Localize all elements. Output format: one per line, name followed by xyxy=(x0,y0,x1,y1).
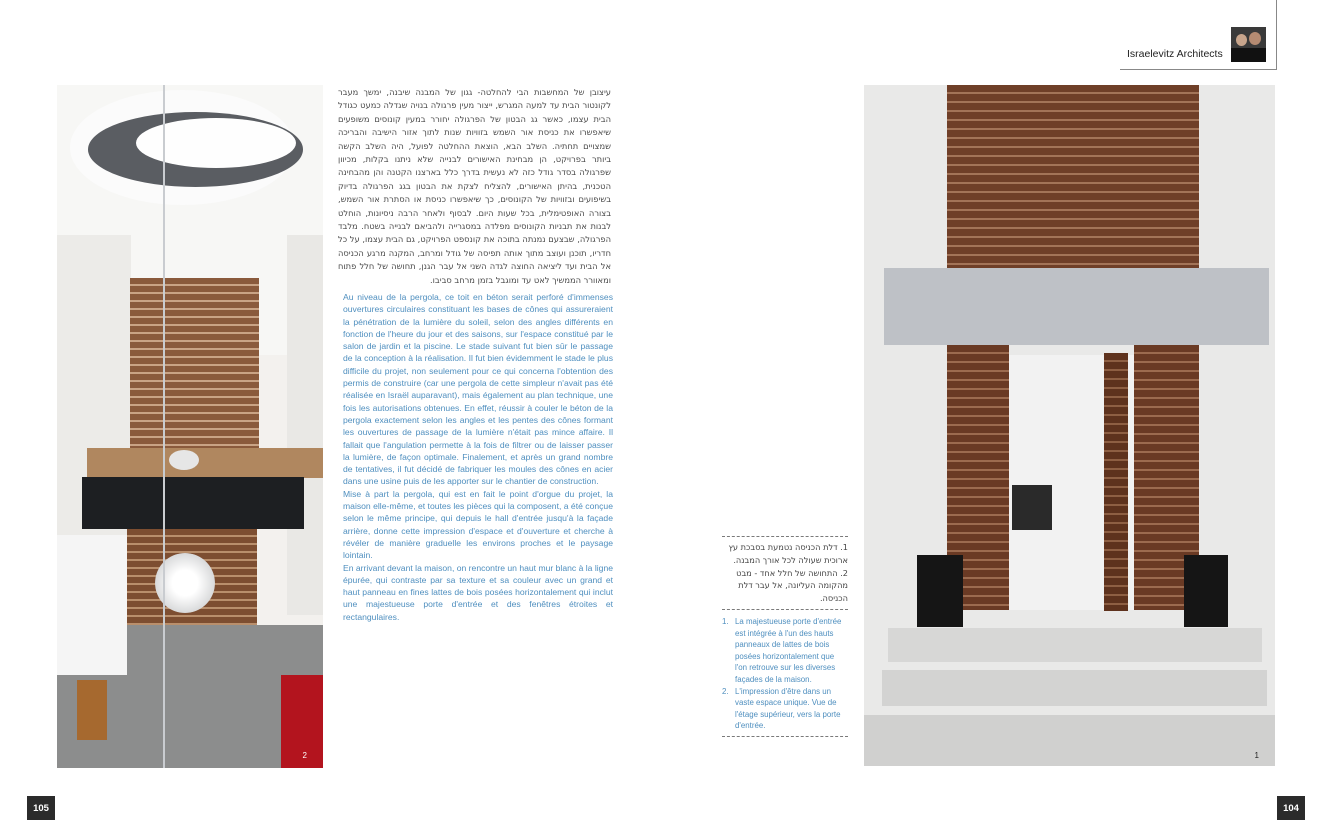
entrance-step xyxy=(888,628,1262,662)
caption-item: 1. דלת הכניסה נטמעת בסבכת עץ ארוכית שעולה לכל אורך המבנה. xyxy=(728,542,848,565)
photo-number: 2 xyxy=(302,751,307,760)
french-paragraph: Au niveau de la pergola, ce toit en béton serait perforé d'immenses ouvertures circulaires constituant les bases de cônes qui assureraient la pénétration de la lumière du soleil, selon des angles différents en fonction de l'heure du jour et des saisons, sur l'espace constitué par le salon de jardin et la piscine. Le stade suivant fut bien sûr le passage de la conception à la réalisation. Il fut bien évidemment le stade le plus difficile du projet, non seulement pour ce qui concerna l'obtention des permis de construire (car une pergola de cette simpleur n'avait pas été réalisée en Israël auparavant), mais également au plan technique, une fois les autorisations obtenues. En effet, réussir à couler le béton de la pergola exactement selon les angles et les pentes des cônes formant les ouvertures de passage de la lumière n'était pas mince affaire. Il fallait que l'angulation permette à la fois de filtrer ou de laisser passer la lumière, de façon optimale. Finalement, et après un grand nombre de tentatives, il fut décidé de fabriquer les moules des cônes en acier dans une usine puis de les apporter sur le chantier de construction. xyxy=(343,292,613,487)
caption-number: 1. xyxy=(722,616,729,626)
entrance-door xyxy=(1104,353,1128,611)
wall xyxy=(287,235,323,615)
wall xyxy=(57,535,127,675)
french-body-text xyxy=(343,291,613,623)
caption-number: 2. xyxy=(722,686,729,696)
hebrew-caption-list xyxy=(722,537,848,609)
header-divider xyxy=(1276,0,1277,70)
pendant-cable xyxy=(163,85,165,768)
french-paragraph: En arrivant devant la maison, on rencontre un haut mur blanc à la ligne épurée, qui contraste par sa texture et sa couleur avec un grand et haut panneau en fines lattes de bois posées horizontalement qui inclut une majestueuse porte d'entrée et des fenêtres étroites et rectangulaires. xyxy=(343,562,613,622)
planter xyxy=(1184,555,1228,627)
balcony-railing xyxy=(82,477,304,529)
photo-captions xyxy=(722,536,848,766)
caption-item: 2. התחושה של חלל אחד - מבט מהקומה העליונה, אל עבר דלת הכניסה. xyxy=(736,567,848,604)
hebrew-body-text: עיצובן של המחשבות הבי להחלטה- גגון של המבנה שיבנה, ימשך מעבר לקונטור הבית עד למעה המגרש, ייצור מעין פרגולה בנויה שגדלה כמעט כגודל הבית עצמו, כאשר גג הבטון של הפרגולה יחורר במעין קונוסים משופעים שיאפשרו את כניסת אור השמש בזוויות שנות לתוך אזור הישיבה והבריכה שמצויים תחתיה. השלב הבא, הוצאת ההחלטה לפועל, היה השלב הקשה ביותר בפרויקט, הן מבחינת האישורים לבנייה שלא ניתנו בקלות, מכיוון שפרגולה בסדר גודל כזה לא נעשית בדרך כלל בארצנו הקטנה והן מהבחינה הטכנית, בהיתן האישורים, להצליח לצקת את הבטון בגג הפרגולה בדיוק בשיפועים ובזוויות של הקונוסים, כך שיאפשרו כניסת או הסתרת אור השמש, בצורה האופטימלית, בכל שעות היום. לבסוף ולאחר הרבה ניסיונות, הוחלט לבנות את תבניות הקונוסים מפלדה במסגרייה ולהביאם לבנייה בשטח. מלבד הפרגולה, שבצעם נמנתה בתוכה את קונספט הפרויקט, גם הבית עצמו, על כל חדריו, תוכנן ועוצב מתוך אותה תפיסה של גודל ומרחב, המקנה מרגע הכניסה אל הבית ועד ליציאה החוצה לגדה השני אל עבר הגנן, תחושה של חלל פתוח ומאוורר הממשיך לאט עד ומוגבל בזמן מרחב סביבו. xyxy=(338,87,611,285)
upper-floor xyxy=(87,448,323,478)
architect-name: Israelevitz Architects xyxy=(1127,48,1223,60)
header-divider xyxy=(1120,69,1276,70)
caption-item xyxy=(722,686,848,732)
entrance-step xyxy=(882,670,1267,706)
entrance-step xyxy=(864,715,1275,766)
pendant-lamp xyxy=(169,450,199,470)
architects-portrait xyxy=(1231,27,1266,62)
interior-photo xyxy=(57,85,323,768)
caption-text: La majestueuse porte d'entrée est intégrée à l'un des hauts panneaux de lattes de bois posées horizontalement que l'on retrouve sur les diverses façades de la maison. xyxy=(735,616,842,684)
french-paragraph: Mise à part la pergola, qui est en fait le point d'orgue du projet, la maison elle-même, et toutes les pièces qui la composent, a été conçue selon le même principe, qui depuis le hall d'entrée jusqu'à la façade arrière, donne cette impression d'espace et d'ouverture et cherche à révéler de manière graduelle les environs proches et le paysage lointain. xyxy=(343,488,613,561)
glass-canopy xyxy=(884,268,1269,345)
planter xyxy=(917,555,963,627)
caption-item xyxy=(722,616,848,686)
caption-text: L'impression d'être dans un vaste espace unique. Vue de l'étage supérieur, vers la porte d'entrée. xyxy=(735,686,841,731)
french-caption-list xyxy=(722,610,848,736)
entrance-photo xyxy=(864,85,1275,766)
wood-slat-panel xyxy=(947,85,1199,268)
photo-number: 1 xyxy=(1254,751,1259,760)
skylight xyxy=(70,90,295,205)
divider xyxy=(722,736,848,737)
page-number-left: 105 xyxy=(27,796,55,820)
stair xyxy=(77,680,107,740)
page-number-right: 104 xyxy=(1277,796,1305,820)
wood-slat-panel xyxy=(130,278,259,448)
interior-view xyxy=(1012,485,1052,530)
